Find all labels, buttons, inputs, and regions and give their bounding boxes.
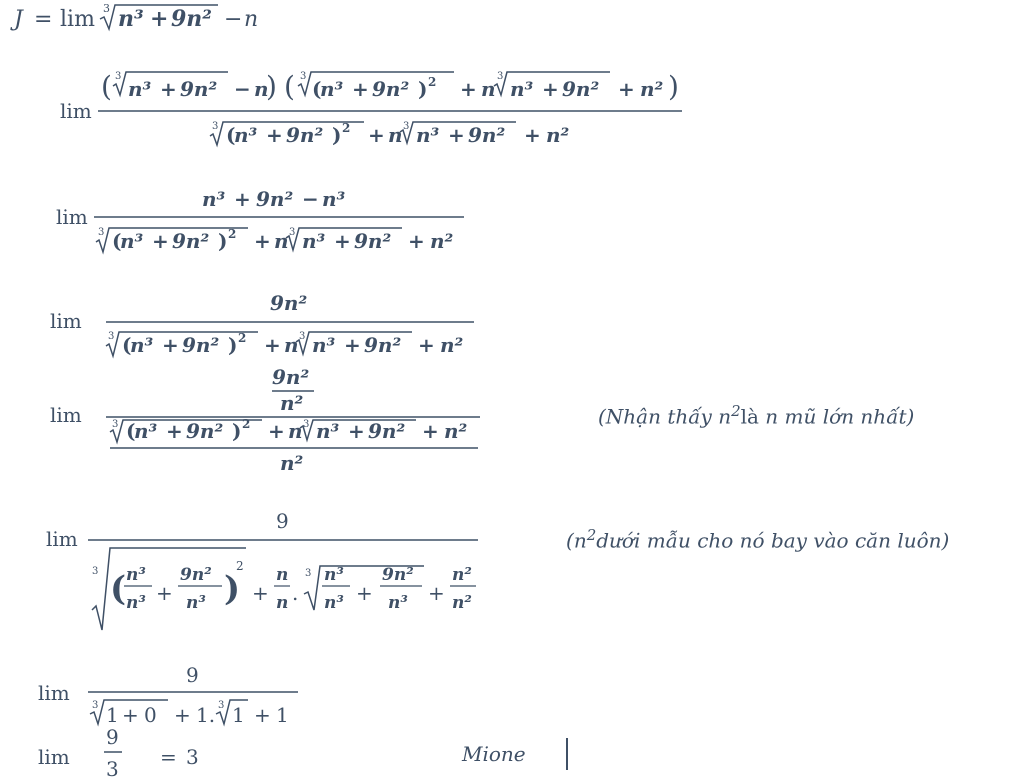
svg-text:+: + <box>618 77 635 101</box>
equation-definition <box>0 0 300 40</box>
svg-text:lim: lim <box>46 527 78 551</box>
svg-text:n³: n³ <box>320 77 344 101</box>
svg-text:+: + <box>356 581 373 605</box>
svg-text:+: + <box>408 229 425 253</box>
svg-text:n³: n³ <box>130 333 154 357</box>
svg-text:(: ( <box>112 229 122 253</box>
svg-text:+: + <box>122 703 139 727</box>
equation-step-3 <box>0 282 500 362</box>
svg-text:3: 3 <box>106 757 119 781</box>
svg-text:+: + <box>368 123 385 147</box>
svg-text:n³: n³ <box>316 419 340 443</box>
svg-text:+: + <box>234 187 251 211</box>
svg-text:n³: n³ <box>128 77 152 101</box>
svg-text:+: + <box>418 333 435 357</box>
svg-text:lim: lim <box>38 745 70 769</box>
svg-text:n: n <box>274 229 289 253</box>
svg-text:+: + <box>352 77 369 101</box>
svg-text:+: + <box>160 77 177 101</box>
svg-text:+: + <box>268 419 285 443</box>
svg-text:9n²: 9n² <box>354 229 392 253</box>
svg-text:1: 1 <box>106 703 119 727</box>
svg-text:1: 1 <box>232 703 245 727</box>
svg-text:+: + <box>162 333 179 357</box>
svg-text:+: + <box>344 333 361 357</box>
svg-text:): ) <box>332 123 342 147</box>
svg-text:n²: n² <box>452 565 472 585</box>
svg-text:(: ( <box>126 419 136 443</box>
svg-text:3: 3 <box>300 71 307 82</box>
svg-text:+: + <box>174 703 191 727</box>
svg-text:+: + <box>254 229 271 253</box>
svg-text:9n²: 9n² <box>272 365 310 389</box>
svg-text:n³: n³ <box>324 593 344 613</box>
svg-text:3: 3 <box>98 227 105 238</box>
svg-text:n³: n³ <box>186 593 206 613</box>
svg-text:n: n <box>254 77 269 101</box>
svg-text:3: 3 <box>212 121 219 132</box>
svg-text:n: n <box>481 77 496 101</box>
svg-text:9n²: 9n² <box>562 77 600 101</box>
svg-text:n³: n³ <box>302 229 326 253</box>
equation-step-1 <box>0 60 700 160</box>
svg-text:9n²: 9n² <box>172 229 210 253</box>
svg-text:1.: 1. <box>196 703 216 727</box>
svg-text:lim: lim <box>56 205 88 229</box>
svg-text:lim: lim <box>38 681 70 705</box>
svg-text:3: 3 <box>303 419 310 430</box>
svg-text:n³: n³ <box>126 565 146 585</box>
svg-text:n: n <box>244 7 259 32</box>
svg-text:−: − <box>302 187 319 211</box>
svg-text:(: ( <box>101 70 112 103</box>
svg-text:+: + <box>266 123 283 147</box>
svg-text:): ) <box>668 70 679 103</box>
svg-text:1: 1 <box>276 703 289 727</box>
svg-text:(: ( <box>312 77 322 101</box>
svg-text:3: 3 <box>403 121 410 132</box>
svg-text:n³: n³ <box>134 419 158 443</box>
equation-step-5 <box>0 500 520 640</box>
svg-text:9n²: 9n² <box>270 291 308 315</box>
svg-text:): ) <box>218 229 228 253</box>
svg-text:+: + <box>348 419 365 443</box>
svg-text:n³: n³ <box>120 229 144 253</box>
svg-text:9n²: 9n² <box>286 123 324 147</box>
svg-text:2: 2 <box>428 75 437 89</box>
svg-text:n³: n³ <box>388 593 408 613</box>
author-signature: Mione <box>462 742 526 766</box>
svg-text:9n²: 9n² <box>171 6 212 32</box>
svg-text:+: + <box>428 581 445 605</box>
svg-text:3: 3 <box>92 700 99 711</box>
svg-text:+: + <box>542 77 559 101</box>
svg-text:J: J <box>14 7 23 32</box>
svg-text:3: 3 <box>103 2 110 15</box>
svg-text:): ) <box>418 77 428 101</box>
svg-text:n³: n³ <box>324 565 344 585</box>
svg-text:n³: n³ <box>118 6 144 32</box>
svg-text:n³: n³ <box>510 77 534 101</box>
svg-text:): ) <box>228 333 238 357</box>
svg-text:9n²: 9n² <box>186 419 224 443</box>
svg-text:9n²: 9n² <box>368 419 406 443</box>
svg-text:): ) <box>232 419 242 443</box>
svg-text:(: ( <box>122 333 132 357</box>
svg-text:n³: n³ <box>322 187 346 211</box>
svg-text:.: . <box>292 581 299 605</box>
svg-text:n: n <box>284 333 299 357</box>
svg-text:2: 2 <box>238 331 247 345</box>
svg-text:n³: n³ <box>234 123 258 147</box>
svg-text:+: + <box>156 581 173 605</box>
svg-text:=: = <box>160 745 177 769</box>
svg-text:−: − <box>224 7 243 32</box>
svg-text:9n²: 9n² <box>364 333 402 357</box>
svg-text:9: 9 <box>276 509 289 533</box>
svg-text:3: 3 <box>115 71 122 82</box>
svg-text:n²: n² <box>440 333 464 357</box>
svg-text:n³: n³ <box>416 123 440 147</box>
svg-text:3: 3 <box>108 331 115 342</box>
svg-text:9n²: 9n² <box>256 187 294 211</box>
svg-text:n²: n² <box>280 451 304 475</box>
svg-text:lim: lim <box>60 7 95 32</box>
svg-text:+: + <box>252 581 269 605</box>
svg-text:3: 3 <box>92 566 99 577</box>
svg-text:3: 3 <box>186 745 199 769</box>
svg-text:n²: n² <box>444 419 468 443</box>
svg-text:9n²: 9n² <box>382 565 414 585</box>
svg-text:+: + <box>460 77 477 101</box>
svg-text:(: ( <box>284 70 295 103</box>
svg-text:lim: lim <box>60 99 92 123</box>
svg-text:9n²: 9n² <box>182 333 220 357</box>
svg-text:lim: lim <box>50 403 82 427</box>
svg-text:lim: lim <box>50 309 82 333</box>
svg-text:−: − <box>234 77 251 101</box>
svg-text:n: n <box>276 565 289 585</box>
svg-text:+: + <box>334 229 351 253</box>
svg-text:n: n <box>288 419 303 443</box>
svg-text:(: ( <box>110 569 127 609</box>
svg-text:3: 3 <box>218 700 225 711</box>
svg-text:+: + <box>448 123 465 147</box>
svg-text:9n²: 9n² <box>372 77 410 101</box>
svg-text:n: n <box>276 593 289 613</box>
svg-text:n³: n³ <box>126 593 146 613</box>
svg-text:+: + <box>422 419 439 443</box>
svg-text:+: + <box>264 333 281 357</box>
svg-text:2: 2 <box>228 227 237 241</box>
svg-text:9n²: 9n² <box>180 565 212 585</box>
svg-text:): ) <box>224 569 241 609</box>
svg-text:2: 2 <box>236 559 244 573</box>
svg-text:+: + <box>150 6 169 32</box>
svg-text:+: + <box>524 123 541 147</box>
equation-step-4 <box>0 360 500 484</box>
svg-text:n³: n³ <box>202 187 226 211</box>
note-highest-power: (Nhận thấy $n^2là$ n mũ lớn nhất) <box>598 402 915 429</box>
svg-text:2: 2 <box>342 121 351 135</box>
svg-text:n²: n² <box>280 391 304 415</box>
svg-text:n³: n³ <box>312 333 336 357</box>
svg-text:n: n <box>388 123 403 147</box>
svg-text:3: 3 <box>305 568 312 579</box>
svg-text:=: = <box>34 7 53 32</box>
svg-text:3: 3 <box>112 419 119 430</box>
svg-text:+: + <box>254 703 271 727</box>
svg-text:3: 3 <box>299 331 306 342</box>
equation-step-2 <box>0 178 500 268</box>
note-move-into-root: ($n^2dưới$ mẫu cho nó bay vào căn luôn) <box>566 526 950 553</box>
svg-text:n²: n² <box>640 77 664 101</box>
svg-text:0: 0 <box>144 703 157 727</box>
svg-text:2: 2 <box>242 417 251 431</box>
svg-text:n²: n² <box>430 229 454 253</box>
svg-text:9: 9 <box>106 725 119 749</box>
svg-text:3: 3 <box>497 71 504 82</box>
svg-text:9n²: 9n² <box>468 123 506 147</box>
svg-text:9: 9 <box>186 663 199 687</box>
svg-text:+: + <box>166 419 183 443</box>
svg-text:(: ( <box>226 123 236 147</box>
svg-text:n²: n² <box>546 123 570 147</box>
svg-text:): ) <box>266 70 277 103</box>
equation-result <box>0 722 240 784</box>
svg-text:+: + <box>152 229 169 253</box>
svg-text:9n²: 9n² <box>180 77 218 101</box>
text-cursor <box>566 738 568 770</box>
svg-text:n²: n² <box>452 593 472 613</box>
svg-text:3: 3 <box>289 227 296 238</box>
